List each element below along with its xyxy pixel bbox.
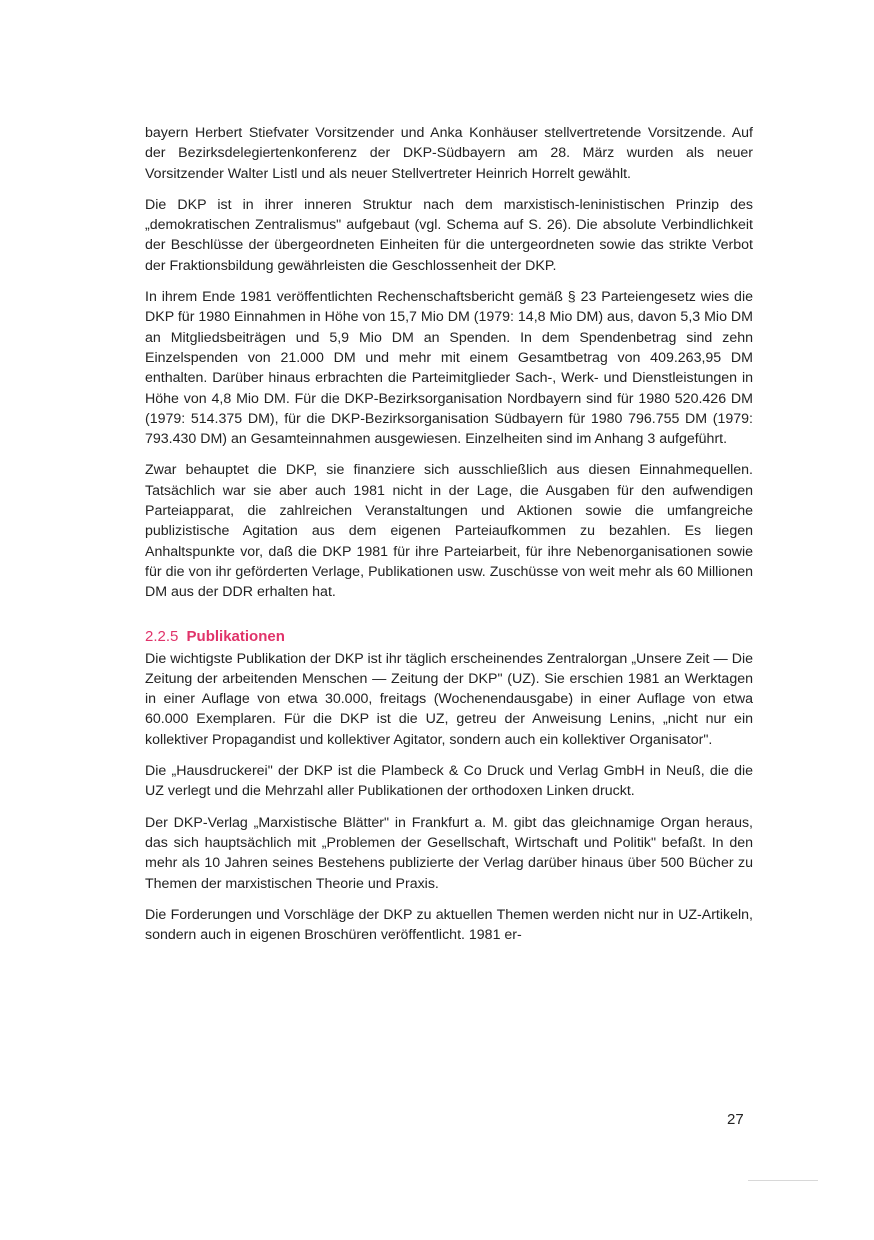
- paragraph-print-house: Die „Hausdruckerei" der DKP ist die Plambeck & Co Druck und Verlag GmbH in Neuß, die die UZ verlegt und die Mehrzahl aller Publikationen der orthodoxen Linken druckt.: [145, 763, 753, 800]
- section-heading: [145, 627, 753, 647]
- page-content: [145, 123, 753, 956]
- paragraph-internal-structure: Die DKP ist in ihrer inneren Struktur nach dem marxistisch-leninistischen Prinzip des „demokratischen Zentralismus" aufgebaut (vgl. Schema auf S. 26). Die absolute Verbindlichkeit der Beschlüsse der übergeordneten Einheiten für die untergeordneten sowie das strikte Verbot der Fraktionsbildung gewährleisten die Geschlossenheit der DKP.: [145, 196, 753, 274]
- footer-rule: [748, 1180, 818, 1181]
- paragraph-publisher: Der DKP-Verlag „Marxistische Blätter" in Frankfurt a. M. gibt das gleichnamige Organ heraus, das sich hauptsächlich mit „Problemen der Gesellschaft, Wirtschaft und Politik" befaßt. In den mehr als 10 Jahren seines Bestehens publizierte der Verlag darüber hinaus über 500 Bücher zu Themen der marxistischen Theorie und Praxis.: [145, 814, 753, 892]
- section-number: 2.2.5: [145, 627, 179, 645]
- paragraph-financial-report: In ihrem Ende 1981 veröffentlichten Rechenschaftsbericht gemäß § 23 Parteiengesetz wies die DKP für 1980 Einnahmen in Höhe von 15,7 Mio DM (1979: 14,8 Mio DM) aus, davon 5,3 Mio DM an Mitgliedsbeiträgen und 5,9 Mio DM an Spenden. In dem Spendenbetrag sind zehn Einzelspenden von 21.000 DM und mehr mit einem Gesamtbetrag von 409.263,95 DM enthalten. Darüber hinaus erbrachten die Parteimitglieder Sach-, Werk- und Dienstleistungen in Höhe von 4,8 Mio DM. Für die DKP-Bezirksorganisation Nordbayern sind für 1980 520.426 DM (1979: 514.375 DM), für die DKP-Bezirksorganisation Südbayern für 1980 796.755 DM (1979: 793.430 DM) an Gesamteinnahmen ausgewiesen. Einzelheiten sind im Anhang 3 aufgeführt.: [145, 289, 753, 448]
- paragraph-gdr-funding: Zwar behauptet die DKP, sie finanziere sich ausschließlich aus diesen Einnahmequellen. Tatsächlich war sie aber auch 1981 nicht in der Lage, die Ausgaben für den aufwendigen Parteiapparat, die zahlreichen Veranstaltungen und Aktionen sowie die umfangreiche publizistische Agitation aus dem eigenen Parteiaufkommen zu bezahlen. Es liegen Anhaltspunkte vor, daß die DKP 1981 für ihre Parteiarbeit, für ihre Nebenorganisationen sowie für die von ihr geförderten Verlage, Publikationen usw. Zuschüsse von weit mehr als 60 Millionen DM aus der DDR erhalten hat.: [145, 462, 753, 601]
- paragraph-brochures: Die Forderungen und Vorschläge der DKP zu aktuellen Themen werden nicht nur in UZ-Artikeln, sondern auch in eigenen Broschüren veröffentlicht. 1981 er-: [145, 906, 753, 944]
- section-title: Publikationen: [186, 627, 285, 645]
- page-number: 27: [727, 1111, 744, 1128]
- paragraph-central-organ: Die wichtigste Publikation der DKP ist ihr täglich erscheinendes Zentralorgan „Unsere Zeit — Die Zeitung der arbeitenden Menschen — Zeitung der DKP" (UZ). Sie erschien 1981 an Werktagen in einer Auflage von etwa 30.000, freitags (Wochenendausgabe) in einer Auflage von etwa 60.000 Exemplaren. Für die DKP ist die UZ, getreu der Anweisung Lenins, „nicht nur ein kollektiver Propagandist und kollektiver Agitator, sondern auch ein kollektiver Organisator".: [145, 650, 753, 748]
- paragraph-board-members: bayern Herbert Stiefvater Vorsitzender und Anka Konhäuser stellvertretende Vorsitzende. Auf der Bezirksdelegiertenkonferenz der DKP-Südbayern am 28. März wurden als neuer Vorsitzender Walter Listl und als neuer Stellvertreter Heinrich Horrelt gewählt.: [145, 125, 753, 182]
